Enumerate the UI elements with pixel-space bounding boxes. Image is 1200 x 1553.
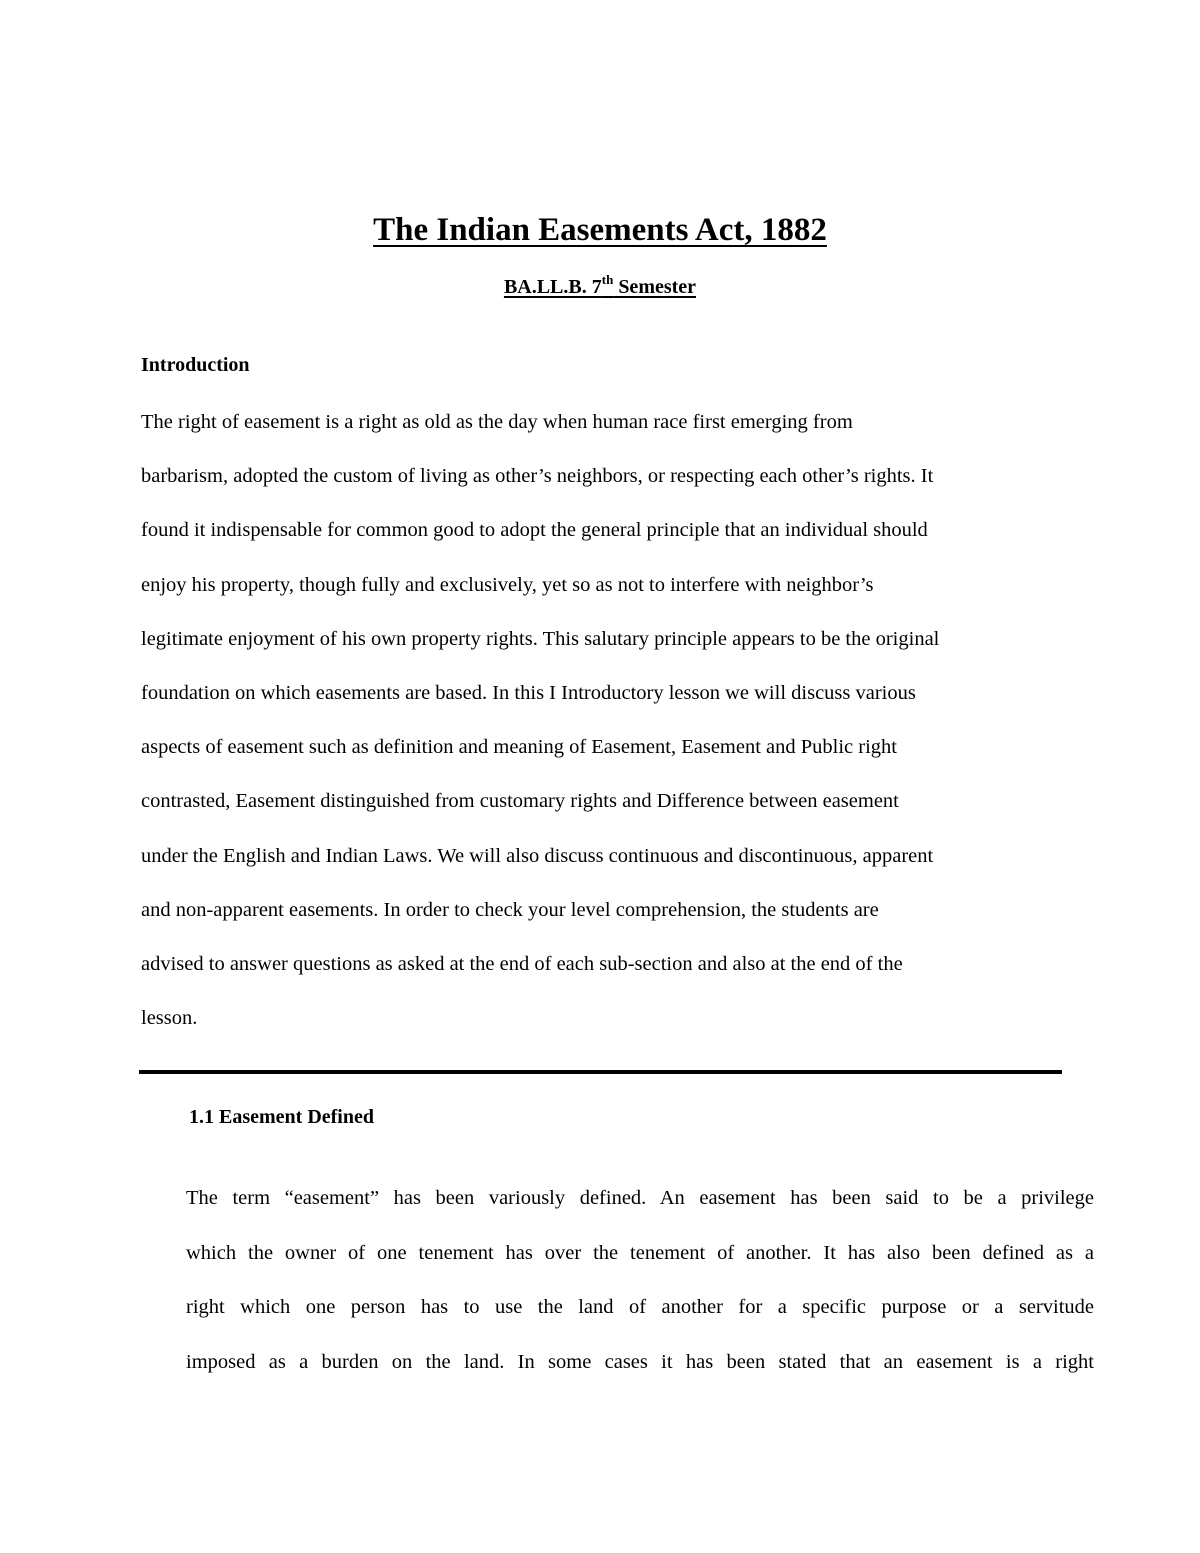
introduction-line: contrasted, Easement distinguished from customary rights and Difference between easement (141, 790, 899, 813)
section-heading-easement-defined: 1.1 Easement Defined (189, 1106, 374, 1128)
introduction-paragraph (141, 405, 1101, 1055)
easement-defined-paragraph (186, 1180, 1094, 1398)
introduction-line: and non-apparent easements. In order to check your level comprehension, the students are (141, 898, 879, 921)
introduction-line: under the English and Indian Laws. We will also discuss continuous and discontinuous, apparent (141, 844, 934, 867)
introduction-line: advised to answer questions as asked at the end of each sub-section and also at the end of the (141, 952, 903, 975)
course-subtitle (0, 270, 1200, 304)
section-divider (139, 1070, 1062, 1074)
subtitle-superscript: th (601, 272, 614, 287)
subtitle-prefix: BA.LL.B. 7 (503, 276, 602, 298)
section-line: which the owner of one tenement has over the tenement of another. It has also been defined as a (186, 1241, 1094, 1264)
introduction-line: legitimate enjoyment of his own property rights. This salutary principle appears to be the original (141, 627, 940, 650)
section-line: right which one person has to use the land of another for a specific purpose or a servitude (186, 1296, 1094, 1318)
introduction-line: aspects of easement such as definition and meaning of Easement, Easement and Public right (141, 736, 897, 759)
subtitle-suffix: Semester (613, 276, 697, 298)
introduction-line: lesson. (141, 1007, 198, 1030)
introduction-line: foundation on which easements are based. In this I Introductory lesson we will discuss various (141, 681, 916, 704)
introduction-line: barbarism, adopted the custom of living as other’s neighbors, or respecting each other’s rights. It (141, 465, 934, 488)
introduction-line: found it indispensable for common good to adopt the general principle that an individual should (141, 519, 928, 542)
section-line: The term “easement” has been variously defined. An easement has been said to be a privilege (186, 1187, 1094, 1209)
introduction-line: enjoy his property, though fully and exclusively, yet so as not to interfere with neighbor’s (141, 573, 874, 596)
document-title: The Indian Easements Act, 1882 (373, 212, 827, 248)
introduction-line: The right of easement is a right as old as the day when human race first emerging from (141, 411, 853, 433)
section-line: imposed as a burden on the land. In some cases it has been stated that an easement is a right (186, 1350, 1094, 1373)
introduction-heading: Introduction (141, 354, 250, 376)
